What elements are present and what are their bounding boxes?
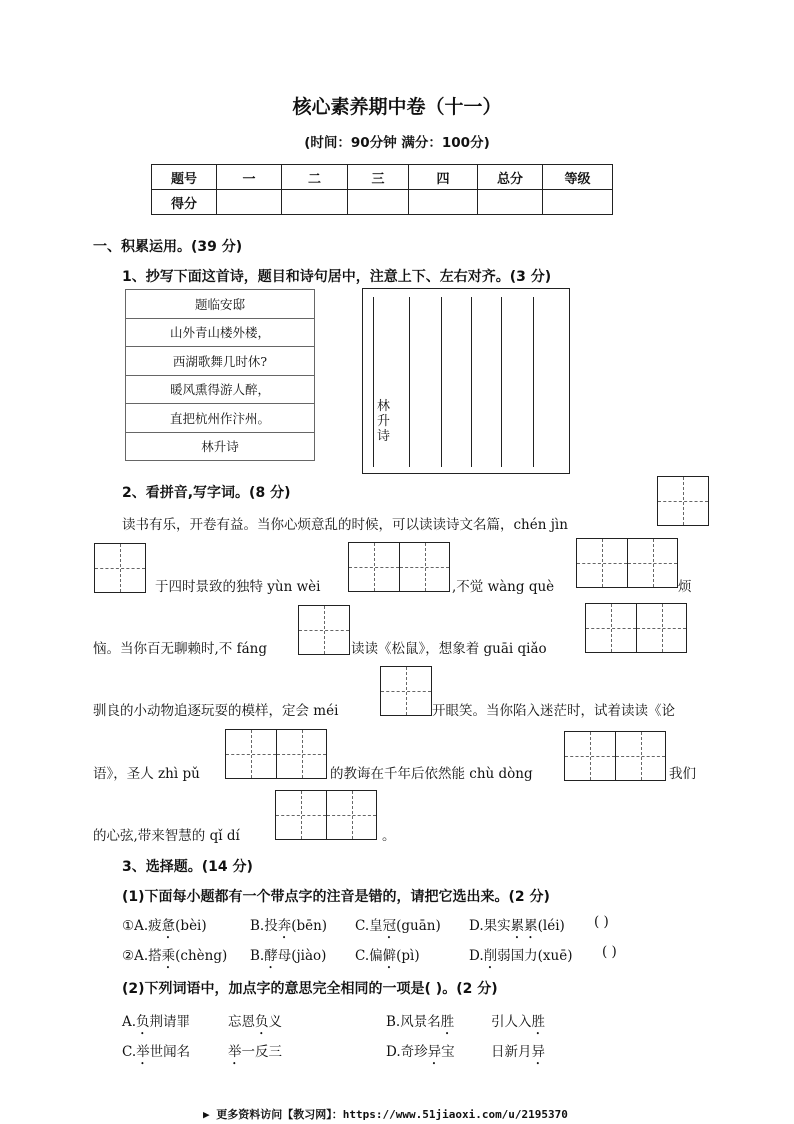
dotted-char: 胜	[531, 1014, 545, 1030]
option-c2: 举一反三	[228, 1044, 282, 1060]
score-blank-cell[interactable]	[282, 190, 348, 215]
exam-info: (时间：90分钟 满分：100分)	[304, 135, 490, 151]
score-header-cell: 三	[348, 165, 409, 190]
option-a2: 忘恩负义	[228, 1014, 282, 1030]
q3-sub1-line2-c: C.偏僻(pì)	[355, 948, 420, 964]
writing-line	[441, 297, 442, 467]
answer-blank[interactable]: ( )	[594, 914, 609, 930]
dotted-char: 惫	[161, 918, 176, 934]
tianzige-grid-zhipu[interactable]	[225, 729, 327, 779]
score-header-cell: 题号	[152, 165, 217, 190]
dotted-char: 负	[255, 1014, 269, 1030]
score-header-cell: 等级	[543, 165, 613, 190]
tianzige-grid-wangque[interactable]	[576, 538, 678, 588]
q3-sub1-line1: ①A.疲惫(bèi)	[122, 918, 207, 934]
dotted-char: 酵	[264, 948, 278, 964]
option-d2: 日新月异	[491, 1044, 545, 1060]
q3-sub2-prompt: (2)下列词语中，加点字的意思完全相同的一项是( )。(2 分)	[122, 981, 498, 997]
dotted-char: 举	[228, 1044, 242, 1060]
q2-text: 读读《松鼠》，想象着 guāi qiǎo	[351, 641, 547, 657]
score-blank-cell[interactable]	[478, 190, 543, 215]
q2-text: 的心弦,带来智慧的 qǐ dí	[93, 828, 240, 844]
score-row-label: 得分	[152, 190, 217, 215]
dotted-char: 举	[136, 1044, 150, 1060]
writing-line	[409, 297, 410, 467]
q3-sub1-line1-c: C.皇冠(guān)	[355, 918, 441, 934]
poem-table	[125, 289, 315, 461]
dotted-char: 冠	[382, 918, 397, 934]
tianzige-grid-yunwei[interactable]	[348, 542, 450, 592]
tianzige-grid-chenjin[interactable]	[657, 476, 709, 526]
dotted-char: 胜	[440, 1014, 455, 1030]
tianzige-grid-guaiqiao[interactable]	[585, 603, 687, 653]
dotted-char: 累累	[510, 918, 538, 934]
score-header-cell: 总分	[478, 165, 543, 190]
q2-text: 语》，圣人 zhì pǔ	[93, 766, 200, 782]
option-c1: C.举世闻名	[122, 1044, 191, 1060]
writing-line	[373, 297, 374, 467]
vertical-writing-box[interactable]	[362, 288, 570, 474]
option-d1: D.奇珍异宝	[386, 1044, 455, 1060]
q2-text: 读书有乐，开卷有益。当你心烦意乱的时候，可以读读诗文名篇，chén jìn	[122, 517, 568, 533]
q3-sub1-prompt: (1)下面每小题都有一个带点字的注音是错的，请把它选出来。(2 分)	[122, 889, 550, 905]
option-b2: 引人入胜	[491, 1014, 545, 1030]
tianzige-grid-chudong[interactable]	[564, 731, 666, 781]
question-3-heading: 3、选择题。(14 分)	[122, 859, 253, 875]
poem-line: 林升诗	[126, 432, 315, 461]
dotted-char: 乘	[161, 948, 176, 964]
tianzige-grid-chenjin-2[interactable]	[94, 543, 146, 593]
q2-text: 。	[382, 828, 396, 844]
question-2-prompt: 2、看拼音,写字词。(8 分)	[122, 485, 291, 501]
poem-line: 西湖歌舞几时休?	[126, 347, 315, 376]
q2-text: 恼。当你百无聊赖时,不 fáng	[93, 641, 267, 657]
q2-text: 驯良的小动物追逐玩耍的模样，定会 méi	[93, 703, 339, 719]
score-header-cell: 二	[282, 165, 348, 190]
dotted-char: 异	[531, 1044, 545, 1060]
footer-link[interactable]: ▶ 更多资料访问【教习网】：https://www.51jiaoxi.com/u/2195370	[203, 1108, 568, 1121]
q2-text: 我们	[669, 766, 696, 782]
score-table	[151, 164, 613, 215]
score-header-cell: 一	[217, 165, 282, 190]
poem-line: 山外青山楼外楼，	[126, 318, 315, 347]
option-b1: B.风景名胜	[386, 1014, 455, 1030]
score-blank-cell[interactable]	[348, 190, 409, 215]
score-blank-cell[interactable]	[543, 190, 613, 215]
score-header-cell: 四	[409, 165, 478, 190]
poem-line: 直把杭州作汴州。	[126, 404, 315, 433]
tianzige-grid-qidi[interactable]	[275, 790, 377, 840]
q3-sub1-line1-d: D.果实累累(léi)	[469, 918, 565, 934]
writing-line	[501, 297, 502, 467]
tianzige-grid-mei[interactable]	[380, 666, 432, 716]
q2-text: ,不觉 wàng què	[452, 579, 555, 595]
poem-line: 题临安邸	[126, 290, 315, 319]
q2-text: 的教诲在千年后依然能 chù dòng	[330, 766, 533, 782]
q2-text: 开眼笑。当你陷入迷茫时，试着读读《论	[432, 703, 675, 719]
writing-line	[533, 297, 534, 467]
answer-blank[interactable]: ( )	[602, 944, 617, 960]
dotted-char: 异	[427, 1044, 442, 1060]
dotted-char: 奔	[277, 918, 292, 934]
page-title: 核心素养期中卷（十一）	[292, 96, 502, 118]
vertical-author: 林升诗	[377, 399, 391, 444]
q3-sub1-line2-d: D.削弱国力(xuē)	[469, 948, 573, 964]
poem-line: 暖风熏得游人醉，	[126, 375, 315, 404]
section-heading: 一、积累运用。(39 分)	[93, 239, 243, 255]
q3-sub1-line1-b: B.投奔(bēn)	[250, 918, 328, 934]
score-blank-cell[interactable]	[409, 190, 478, 215]
score-blank-cell[interactable]	[217, 190, 282, 215]
q3-sub1-line2-b: B.酵母(jiào)	[250, 948, 327, 964]
writing-line	[471, 297, 472, 467]
option-a1: A.负荆请罪	[122, 1014, 191, 1030]
q2-text: 于四时景致的独特 yùn wèi	[155, 579, 321, 595]
question-1-prompt: 1、抄写下面这首诗，题目和诗句居中，注意上下、左右对齐。(3 分)	[122, 269, 552, 285]
q2-text: 烦	[678, 579, 692, 595]
dotted-char: 负	[136, 1014, 150, 1030]
tianzige-grid-fang[interactable]	[298, 605, 350, 655]
dotted-char: 削	[483, 948, 498, 964]
dotted-char: 僻	[382, 948, 397, 964]
q3-sub1-line2: ②A.搭乘(chèng)	[122, 948, 228, 964]
